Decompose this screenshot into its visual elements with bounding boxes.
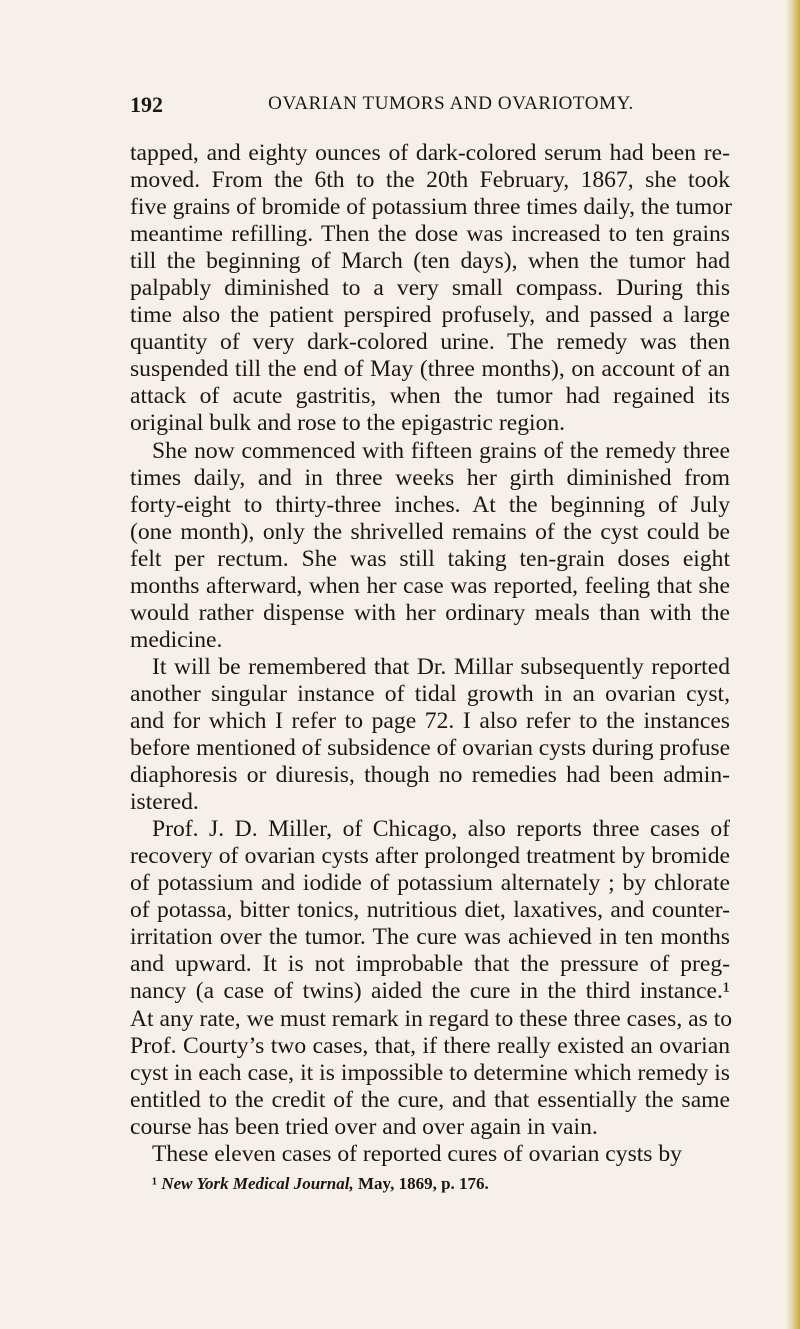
text-line: forty-eight to thirty-three inches. At the beginning of July	[130, 491, 730, 518]
text-line: meantime refilling. Then the dose was increased to ten grains	[130, 221, 730, 248]
footnote-marker: ¹	[152, 1174, 158, 1193]
running-head	[130, 92, 730, 122]
text-line: medicine.	[130, 626, 223, 653]
text-line: irritation over the tumor. The cure was achieved in ten months	[130, 924, 730, 951]
text-line: moved. From the 6th to the 20th February, 1867, she took	[130, 167, 730, 194]
text-line: course has been tried over and over again in vain.	[130, 1113, 598, 1140]
text-line: felt per rectum. She was still taking ten-grain doses eight	[130, 545, 730, 572]
text-line: diaphoresis or diuresis, though no remedies had been admin-	[130, 762, 730, 789]
text-line: Prof. Courty’s two cases, that, if there really existed an ovarian	[130, 1032, 730, 1059]
text-line: tapped, and eighty ounces of dark-colored serum had been re-	[130, 140, 730, 166]
text-line: cyst in each case, it is impossible to determine which remedy is	[130, 1059, 730, 1086]
text-line: palpably diminished to a very small compass. During this	[130, 275, 730, 302]
text-line: (one month), only the shrivelled remains of the cyst could be	[130, 518, 730, 545]
text-line: another singular instance of tidal growth in an ovarian cyst,	[130, 680, 730, 707]
text-line: and for which I refer to page 72. I also refer to the instances	[130, 707, 730, 734]
text-line: five grains of bromide of potassium three times daily, the tumor	[130, 194, 732, 221]
text-line: months afterward, when her case was reported, feeling that she	[130, 572, 730, 599]
body-text	[130, 140, 733, 1168]
page-edge	[786, 0, 800, 1329]
text-line: istered.	[130, 789, 199, 816]
text-line: Prof. J. D. Miller, of Chicago, also reports three cases of	[152, 816, 730, 843]
text-line: nancy (a case of twins) aided the cure in the third instance.¹	[130, 978, 730, 1005]
text-line: would rather dispense with her ordinary meals than with the	[130, 599, 730, 626]
text-line: attack of acute gastritis, when the tumor had regained its	[130, 383, 730, 410]
text-line: She now commenced with fifteen grains of the remedy three	[152, 437, 730, 464]
text-line: till the beginning of March (ten days), when the tumor had	[130, 248, 730, 275]
text-line: quantity of very dark-colored urine. The remedy was then	[130, 329, 730, 356]
footnote-journal: New York Medical Journal,	[161, 1174, 354, 1193]
text-line: time also the patient perspired profusely, and passed a large	[130, 302, 730, 329]
text-line: and upward. It is not improbable that the pressure of preg-	[130, 951, 730, 978]
text-line: of potassa, bitter tonics, nutritious diet, laxatives, and counter-	[130, 897, 730, 924]
text-line: times daily, and in three weeks her girth diminished from	[130, 464, 730, 491]
text-line: recovery of ovarian cysts after prolonged treatment by bromide	[130, 843, 730, 870]
text-line: These eleven cases of reported cures of ovarian cysts by	[152, 1140, 682, 1167]
page-number: 192	[130, 92, 163, 117]
footnote-details: May, 1869, p. 176.	[353, 1174, 489, 1193]
running-title: OVARIAN TUMORS AND OVARIOTOMY.	[268, 93, 634, 114]
text-line: original bulk and rose to the epigastric region.	[130, 410, 566, 437]
text-line: before mentioned of subsidence of ovarian cysts during profuse	[130, 735, 731, 762]
text-line: of potassium and iodide of potassium alternately ; by chlorate	[130, 870, 730, 897]
text-line: It will be remembered that Dr. Millar subsequently reported	[152, 653, 730, 680]
text-line: At any rate, we must remark in regard to these three cases, as to	[130, 1005, 733, 1032]
text-line: suspended till the end of May (three months), on account of an	[130, 356, 730, 383]
footnote	[152, 1174, 730, 1194]
text-line: entitled to the credit of the cure, and that essentially the same	[130, 1086, 730, 1113]
